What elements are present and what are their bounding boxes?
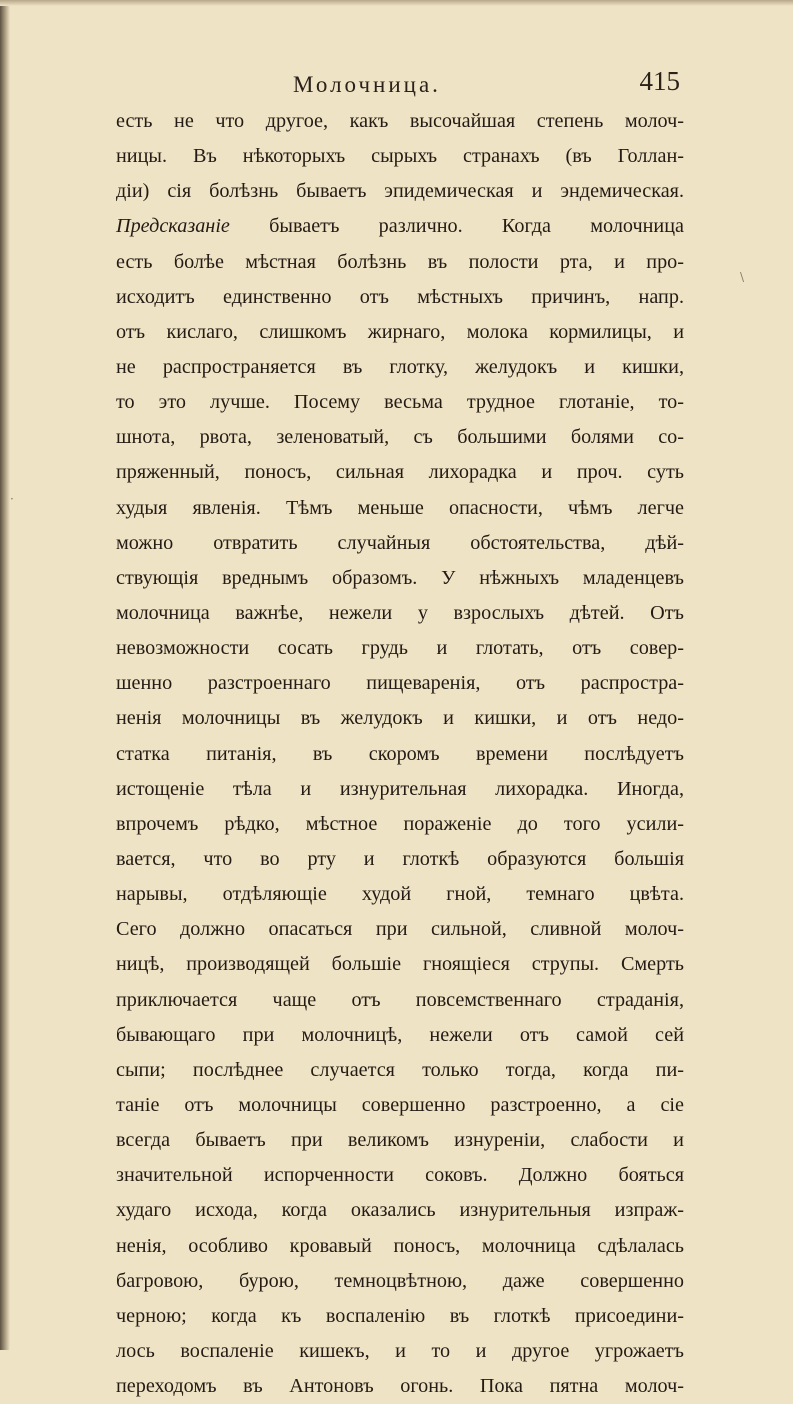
text-line xyxy=(116,526,684,561)
text-line xyxy=(116,701,684,736)
text-run: багровою, бурою, темноцвѣтною, даже совершенно xyxy=(116,1269,684,1292)
text-run: есть не что другое, какъ высочайшая степень молоч- xyxy=(116,110,684,132)
page-header xyxy=(118,66,680,106)
text-line xyxy=(116,1299,684,1334)
text-run: есть болѣе мѣстная болѣзнь въ полости рта, и про- xyxy=(116,250,684,273)
text-line xyxy=(116,280,684,315)
text-line xyxy=(116,1018,684,1053)
text-run: можно отвратить случайныя обстоятельства, дѣй- xyxy=(116,531,684,554)
text-line xyxy=(116,737,684,772)
text-run: исходитъ единственно отъ мѣстныхъ причинъ, напр. xyxy=(116,285,684,308)
text-run: ненія, особливо кровавый поносъ, молочница сдѣлалась xyxy=(116,1234,684,1257)
text-line xyxy=(116,807,684,842)
text-run: пряженный, поносъ, сильная лихорадка и проч. суть xyxy=(116,461,684,484)
text-run: приключается чаще отъ повсемственнаго страданія, xyxy=(116,988,684,1011)
text-line xyxy=(116,455,684,490)
text-run: шнота, рвота, зеленоватый, съ большими болями со- xyxy=(116,426,684,449)
text-line xyxy=(116,877,684,912)
text-run: Сего должно опасаться при сильной, сливной молоч- xyxy=(116,918,684,941)
margin-speck: \ xyxy=(740,270,745,284)
text-run: черною; когда къ воспаленію въ глоткѣ присоедини- xyxy=(116,1304,684,1327)
text-run: всегда бываетъ при великомъ изнуреніи, слабости и xyxy=(116,1129,684,1152)
text-run: молочница важнѣе, нежели у взрослыхъ дѣтей. Отъ xyxy=(116,601,684,624)
text-run: отъ кислаго, слишкомъ жирнаго, молока кормилицы, и xyxy=(116,320,684,343)
page-top-edge xyxy=(0,0,793,6)
text-line xyxy=(116,491,684,526)
page-number: 415 xyxy=(639,66,680,96)
text-run: истощеніе тѣла и изнурительная лихорадка. Иногда, xyxy=(116,777,684,800)
text-line xyxy=(116,1193,684,1228)
text-line xyxy=(116,1123,684,1158)
text-line xyxy=(116,350,684,385)
italic-term: Предсказаніе xyxy=(116,215,230,238)
text-run: не распространяется въ глотку, желудокъ и кишки, xyxy=(116,355,684,378)
text-line xyxy=(116,315,684,350)
text-line xyxy=(116,666,684,701)
text-line xyxy=(116,209,684,244)
text-run: бываетъ различно. Когда молочница xyxy=(229,215,684,238)
text-line xyxy=(116,139,684,174)
text-line xyxy=(116,947,684,982)
text-line xyxy=(116,1158,684,1193)
text-line xyxy=(116,1334,684,1369)
text-line xyxy=(116,912,684,947)
text-line xyxy=(116,174,684,209)
text-run: вается, что во рту и глоткѣ образуются большія xyxy=(116,847,684,870)
text-run: сыпи; послѣднее случается только тогда, когда пи- xyxy=(116,1058,684,1081)
text-run: худаго исхода, когда оказались изнурительныя изпраж- xyxy=(116,1199,684,1222)
page-binding-shadow xyxy=(0,0,10,1350)
text-line xyxy=(116,385,684,420)
text-run: діи) сія болѣзнь бываетъ эпидемическая и эндемическая. xyxy=(116,180,684,203)
text-line xyxy=(116,1088,684,1123)
text-line xyxy=(116,1264,684,1299)
text-line xyxy=(116,1229,684,1264)
text-line xyxy=(116,420,684,455)
text-line xyxy=(116,245,684,280)
margin-speck: · xyxy=(10,492,14,506)
text-line xyxy=(116,1053,684,1088)
text-run: лось воспаленіе кишекъ, и то и другое угрожаетъ xyxy=(116,1339,684,1362)
text-run: переходомъ въ Антоновъ огонь. Пока пятна молоч- xyxy=(116,1375,684,1398)
text-run: худыя явленія. Тѣмъ меньше опасности, чѣмъ легче xyxy=(116,496,684,519)
text-line xyxy=(116,772,684,807)
text-run: бывающаго при молочницѣ, нежели отъ самой сей xyxy=(116,1023,684,1046)
text-line xyxy=(116,596,684,631)
text-line xyxy=(116,631,684,666)
text-line xyxy=(116,561,684,596)
text-run: значительной испорченности соковъ. Должно бояться xyxy=(116,1164,684,1187)
text-line xyxy=(116,104,684,139)
text-run: нарывы, отдѣляющіе худой гной, темнаго цвѣта. xyxy=(116,883,684,906)
text-run: таніе отъ молочницы совершенно разстроенно, а сіе xyxy=(116,1093,684,1116)
text-line xyxy=(116,842,684,877)
text-run: шенно разстроеннаго пищеваренія, отъ распростра- xyxy=(116,672,684,695)
text-run: невозможности сосать грудь и глотать, отъ совер- xyxy=(116,637,684,660)
text-line xyxy=(116,983,684,1018)
body-text xyxy=(116,104,684,1404)
text-run: ницѣ, производящей большіе гноящіеся струпы. Смерть xyxy=(116,953,684,976)
running-title: Молочница. xyxy=(293,72,441,97)
text-line xyxy=(116,1369,684,1404)
text-run: ницы. Въ нѣкоторыхъ сырыхъ странахъ (въ Голлан- xyxy=(116,145,684,168)
text-run: впрочемъ рѣдко, мѣстное пораженіе до того усили- xyxy=(116,812,684,835)
text-run: ненія молочницы въ желудокъ и кишки, и отъ недо- xyxy=(116,707,684,730)
text-run: ствующія вреднымъ образомъ. У нѣжныхъ младенцевъ xyxy=(116,566,684,589)
text-run: статка питанія, въ скоромъ времени послѣдуетъ xyxy=(116,742,684,765)
text-run: то это лучше. Посему весьма трудное глотаніе, то- xyxy=(116,391,684,414)
